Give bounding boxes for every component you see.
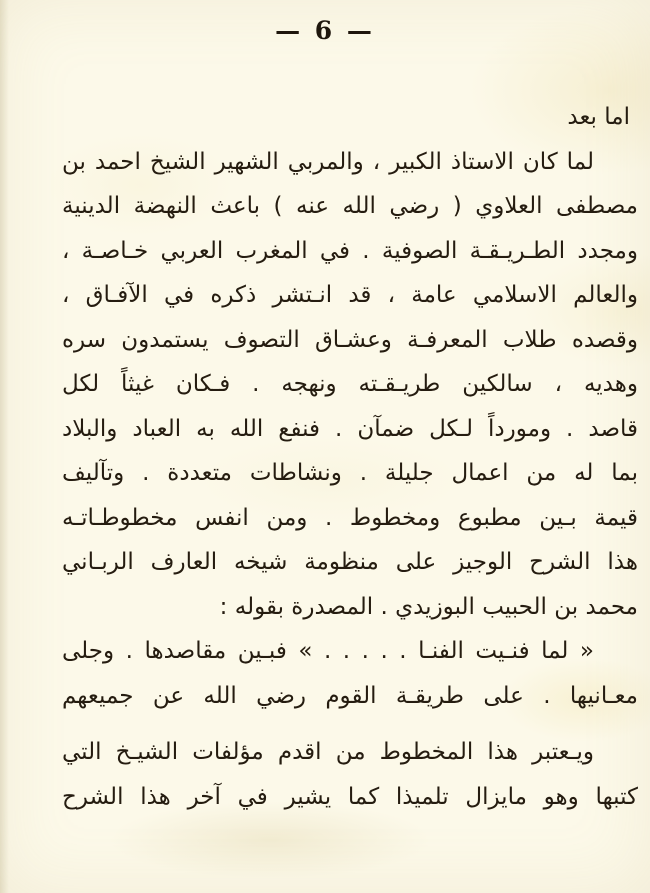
text-line: هذا الشرح الوجيز على منظومة شيخه العارف الربـاني — [62, 549, 638, 575]
text-line: محمد بن الحبيب البوزيدي . المصدرة بقوله : — [219, 593, 638, 620]
text-line: ويـعتبر هذا المخطوط من اقدم مؤلفات الشيـخ التي — [62, 739, 594, 765]
text-line: مصطفى العلاوي ( رضي الله عنه ) باعث النهضة الدينية — [62, 193, 638, 219]
text-line: قيمة بـين مطبوع ومخطوط . ومن انفس مخطوطـاتـه — [62, 504, 638, 531]
text-line: قاصد . ومورداً لـكل ضمآن . فنفع الله به العباد والبلاد — [62, 415, 638, 442]
text-line: ومجدد الطـريـقـة الصوفية . في المغرب العربي خـاصـة ، — [62, 237, 638, 264]
text-line: وقصده طلاب المعرفـة وعشـاق التصوف يستمدون سره — [62, 326, 638, 353]
text-line: لما كان الاستاذ الكبير ، والمربي الشهير الشيخ احمد بن — [62, 148, 594, 175]
text-line: « لما فنـيت الفنـا . . . . . » فبـين مقاصدها . وجلى — [62, 638, 594, 664]
text-line: والعالم الاسلامي عامة ، قد انـتشر ذكره في الآفـاق ، — [62, 282, 638, 308]
body-text — [0, 95, 650, 819]
text-line: اما بعد — [567, 104, 630, 130]
text-line: بما له من اعمال جليلة . ونشاطات متعددة . وتآليف — [62, 460, 638, 486]
page-number: — 6 — — [275, 16, 375, 45]
text-line: كتبها وهو مايزال تلميذا كما يشير في آخر هذا الشرح — [62, 783, 638, 810]
text-line: معـانيها . على طريقـة القوم رضي الله عن جميعهم — [62, 682, 638, 709]
text-line: وهديه ، سالكين طريـقـته ونهجه . فـكان غيثاً لكل — [62, 371, 638, 397]
